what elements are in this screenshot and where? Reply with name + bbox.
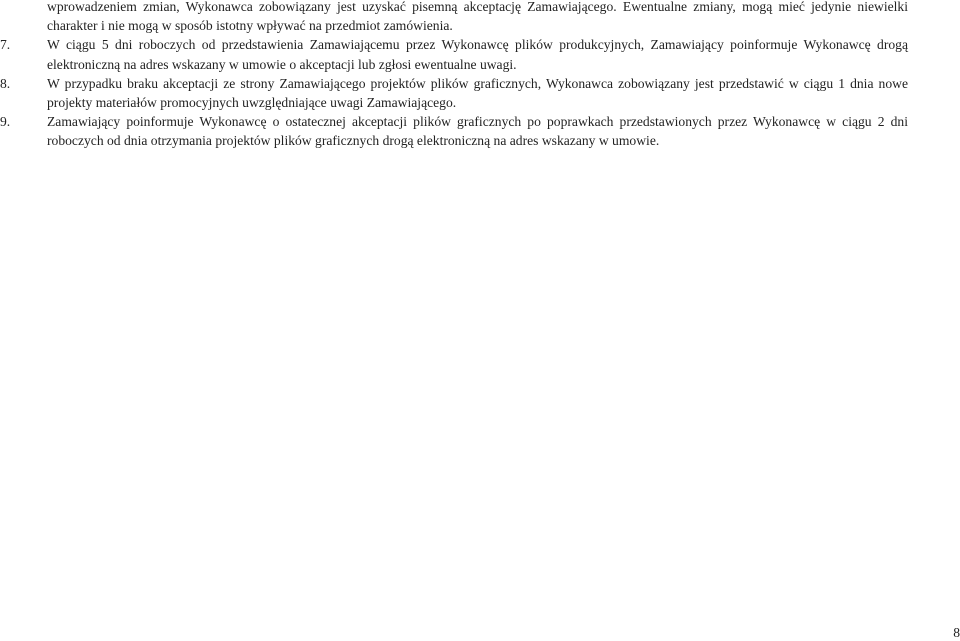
list-item-number: 8. [0, 75, 11, 91]
continuation-paragraph [0, 0, 908, 35]
list-item-text: W przypadku braku akceptacji ze strony Zamawiającego projektów plików graficznych, Wykonawca zobowiązany jest przedstawić w ciągu 1 dnia nowe projekty materiałów promocyjnych uwzględniające uwagi Zamawiającego. [47, 75, 908, 111]
page-number: 8 [953, 625, 960, 640]
continuation-text: wprowadzeniem zmian, Wykonawca zobowiązany jest uzyskać pisemną akceptację Zamawiającego. Ewentualne zmiany, mogą mieć jedynie niewielki charakter i nie mogą w sposób istotny wpływać na przedmiot zamówienia. [47, 0, 908, 34]
list-item-number: 7. [0, 37, 11, 53]
list-item-text: Zamawiający poinformuje Wykonawcę o ostatecznej akceptacji plików graficznych po poprawkach przedstawionych przez Wykonawcę w ciągu 2 dni roboczych od dnia otrzymania projektów plików graficznych drogą elektroniczną na adres wskazany w umowie. [47, 114, 908, 149]
list-item-8 [0, 74, 908, 112]
document-body [0, 0, 908, 151]
list-item-text: W ciągu 5 dni roboczych od przedstawienia Zamawiającemu przez Wykonawcę plików produkcyjnych, Zamawiający poinformuje Wykonawcę drogą elektroniczną na adres wskazany w umowie o akceptacji lub zgłosi ewentualne uwagi. [47, 37, 908, 72]
list-item-7 [0, 35, 908, 73]
list-item-9 [0, 112, 908, 150]
list-item-number: 9. [0, 114, 11, 130]
